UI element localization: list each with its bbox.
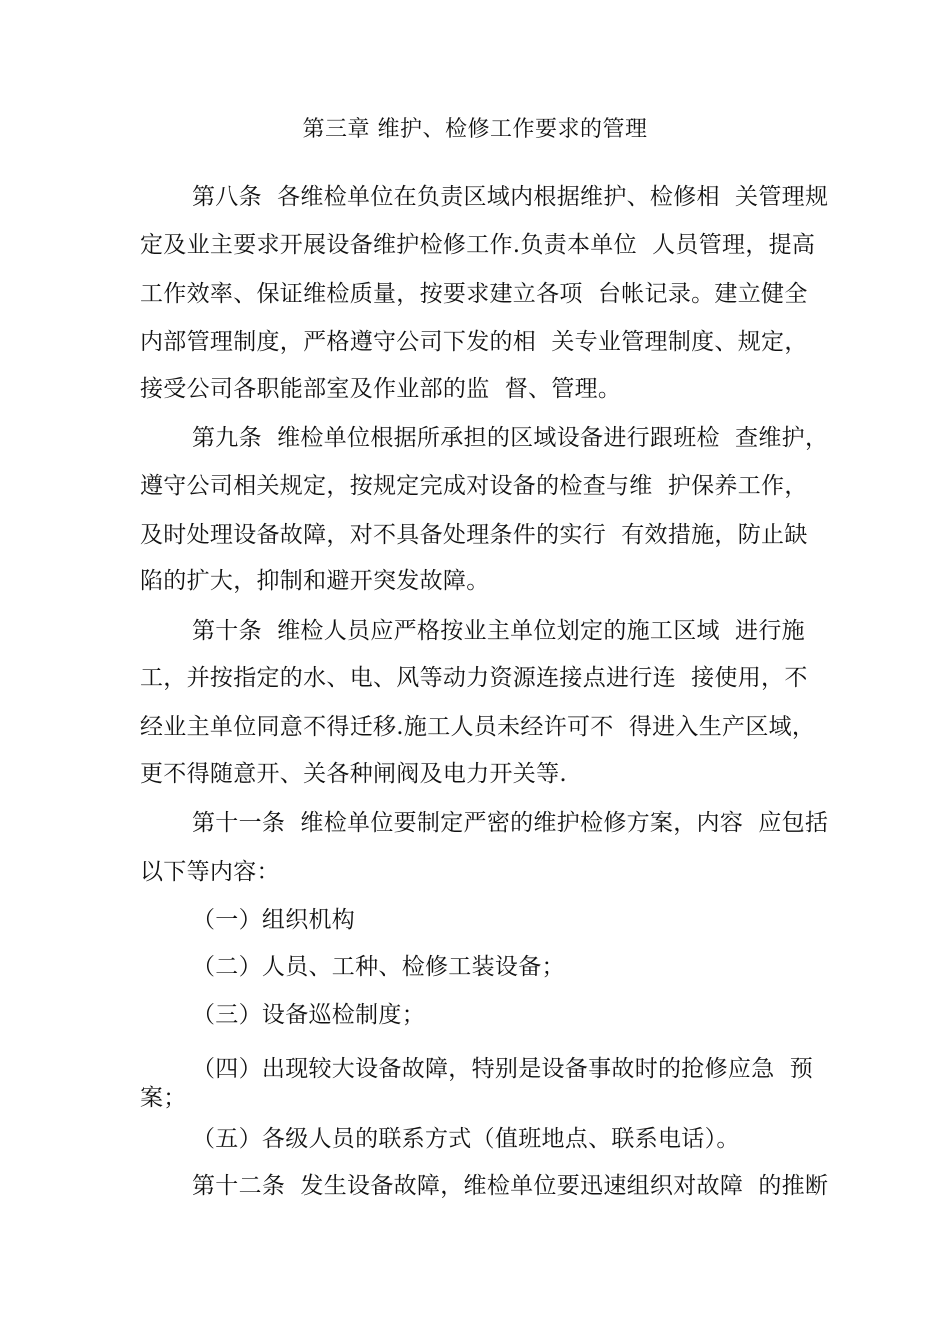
- article-12-line-1: 第十二条 发生设备故障，维检单位要迅速组织对故障 的推断: [192, 1173, 829, 1199]
- list-item-3: （三）设备巡检制度；: [192, 1002, 425, 1028]
- list-item-4-line-1: （四）出现较大设备故障，特别是设备事故时的抢修应急 预: [192, 1056, 814, 1082]
- article-9-line-3: 及时处理设备故障，对不具备处理条件的实行 有效措施，防止缺: [140, 522, 808, 548]
- article-9-line-1: 第九条 维检单位根据所承担的区域设备进行跟班检 查维护，: [192, 425, 829, 451]
- article-8-line-2: 定及业主要求开展设备维护检修工作.负责本单位 人员管理，提高: [140, 232, 816, 258]
- list-item-1: （一）组织机构: [192, 907, 356, 933]
- chapter-title: 第三章 维护、检修工作要求的管理: [302, 117, 648, 142]
- list-item-2: （二）人员、工种、检修工装设备；: [192, 954, 565, 980]
- article-9-line-4: 陷的扩大，抑制和避开突发故障。: [140, 568, 490, 594]
- article-10-line-2: 工，并按指定的水、电、风等动力资源连接点进行连 接使用，不: [140, 665, 808, 691]
- article-10-line-4: 更不得随意开、关各种闸阀及电力开关等.: [140, 761, 568, 787]
- article-9-line-2: 遵守公司相关规定，按规定完成对设备的检查与维 护保养工作，: [140, 473, 808, 499]
- article-11-line-2: 以下等内容：: [140, 859, 280, 885]
- article-8-line-4: 内部管理制度，严格遵守公司下发的相 关专业管理制度、规定，: [140, 329, 808, 355]
- article-10-line-3: 经业主单位同意不得迁移.施工人员未经许可不 得进入生产区域，: [140, 714, 816, 740]
- list-item-4-line-2: 案；: [140, 1085, 187, 1111]
- article-8-line-5: 接受公司各职能部室及作业部的监 督、管理。: [140, 376, 622, 402]
- article-10-line-1: 第十条 维检人员应严格按业主单位划定的施工区域 进行施: [192, 618, 805, 644]
- article-8-line-1: 第八条 各维检单位在负责区域内根据维护、检修相 关管理规: [192, 184, 829, 210]
- article-8-line-3: 工作效率、保证维检质量，按要求建立各项 台帐记录。建立健全: [140, 281, 808, 307]
- article-11-line-1: 第十一条 维检单位要制定严密的维护检修方案，内容 应包括: [192, 810, 829, 836]
- list-item-5: （五）各级人员的联系方式（值班地点、联系电话）。: [192, 1126, 740, 1152]
